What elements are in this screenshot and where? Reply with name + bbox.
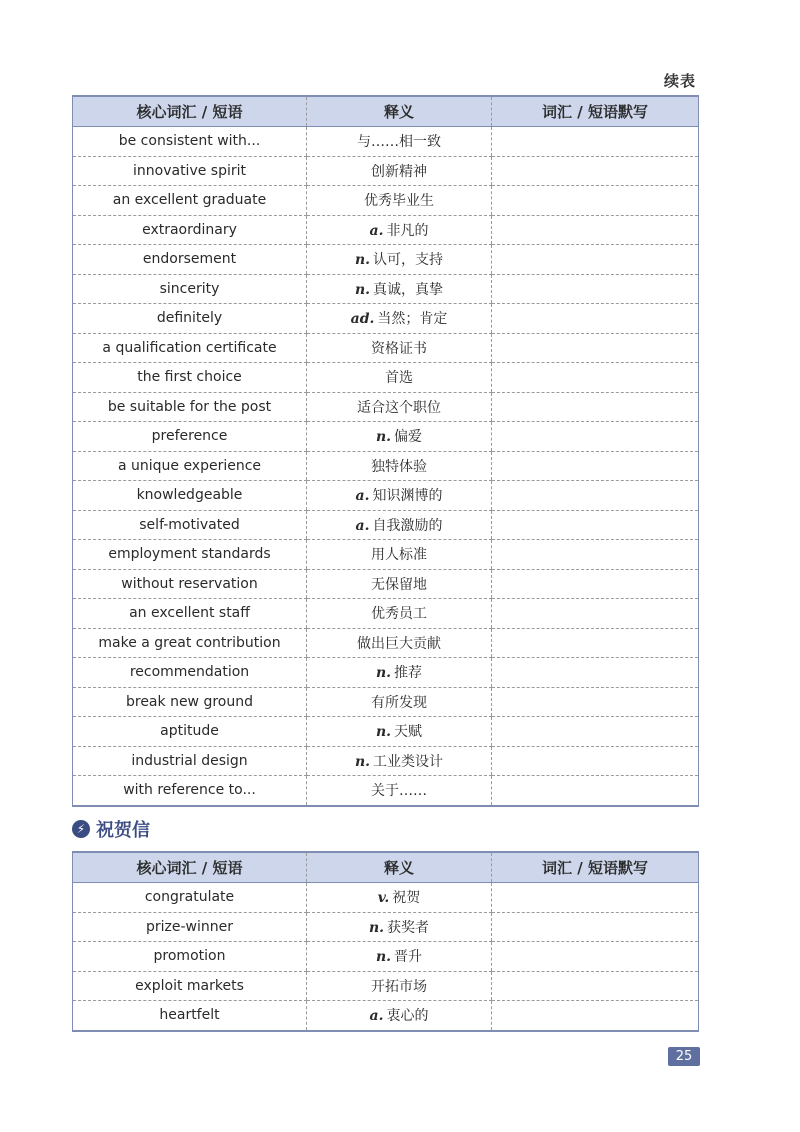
dictation-cell[interactable] <box>492 481 699 511</box>
meaning-text: 开拓市场 <box>371 978 427 995</box>
meaning-cell <box>307 392 492 422</box>
term-cell: recommendation <box>73 658 307 688</box>
meaning-cell <box>307 746 492 776</box>
table-row <box>73 363 699 393</box>
meaning-cell <box>307 628 492 658</box>
table-row <box>73 569 699 599</box>
dictation-cell[interactable] <box>492 971 699 1001</box>
term-cell: be suitable for the post <box>73 392 307 422</box>
part-of-speech: ad. <box>350 311 375 328</box>
table-header-row <box>73 96 699 127</box>
table-row <box>73 156 699 186</box>
table-row <box>73 599 699 629</box>
table-row <box>73 510 699 540</box>
term-cell: promotion <box>73 942 307 972</box>
table-row <box>73 274 699 304</box>
vocabulary-table-2 <box>72 851 699 1032</box>
table-row <box>73 942 699 972</box>
dictation-cell[interactable] <box>492 156 699 186</box>
meaning-text: 有所发现 <box>371 694 427 711</box>
meaning-cell <box>307 481 492 511</box>
dictation-cell[interactable] <box>492 912 699 942</box>
dictation-cell[interactable] <box>492 540 699 570</box>
dictation-cell[interactable] <box>492 776 699 806</box>
table-row <box>73 717 699 747</box>
part-of-speech: a. <box>369 222 384 239</box>
meaning-text: 认可，支持 <box>373 252 444 269</box>
table-row <box>73 215 699 245</box>
dictation-cell[interactable] <box>492 510 699 540</box>
meaning-cell <box>307 883 492 913</box>
part-of-speech: n. <box>354 252 371 269</box>
term-cell: knowledgeable <box>73 481 307 511</box>
meaning-text: 独特体验 <box>371 458 427 475</box>
table-row <box>73 127 699 157</box>
table-row <box>73 245 699 275</box>
meaning-cell <box>307 215 492 245</box>
meaning-cell <box>307 687 492 717</box>
meaning-cell <box>307 540 492 570</box>
section-title: 祝贺信 <box>96 820 150 841</box>
part-of-speech: n. <box>375 724 392 741</box>
meaning-text: 关于…… <box>371 783 427 800</box>
meaning-cell <box>307 186 492 216</box>
table-row <box>73 912 699 942</box>
table-row <box>73 481 699 511</box>
meaning-text: 无保留地 <box>371 576 427 593</box>
table-row <box>73 687 699 717</box>
term-cell: endorsement <box>73 245 307 275</box>
dictation-cell[interactable] <box>492 422 699 452</box>
meaning-text: 自我激励的 <box>372 517 443 534</box>
meaning-text: 当然；肯定 <box>377 311 448 328</box>
part-of-speech: n. <box>375 665 392 682</box>
term-cell: sincerity <box>73 274 307 304</box>
dictation-cell[interactable] <box>492 658 699 688</box>
dictation-cell[interactable] <box>492 687 699 717</box>
meaning-cell <box>307 599 492 629</box>
table-row <box>73 333 699 363</box>
meaning-cell <box>307 658 492 688</box>
term-cell: prize-winner <box>73 912 307 942</box>
meaning-text: 资格证书 <box>371 340 427 357</box>
part-of-speech: n. <box>375 949 392 966</box>
meaning-cell <box>307 304 492 334</box>
table-row <box>73 746 699 776</box>
column-header-dictation: 词汇 / 短语默写 <box>492 96 699 127</box>
term-cell: innovative spirit <box>73 156 307 186</box>
column-header-meaning: 释义 <box>307 852 492 883</box>
dictation-cell[interactable] <box>492 245 699 275</box>
term-cell: congratulate <box>73 883 307 913</box>
meaning-text: 晋升 <box>394 949 423 966</box>
meaning-text: 用人标准 <box>371 547 427 564</box>
table-row <box>73 422 699 452</box>
column-header-term: 核心词汇 / 短语 <box>73 96 307 127</box>
lightning-icon: ⚡ <box>72 820 90 838</box>
section-heading-congratulation-letter <box>72 816 150 842</box>
part-of-speech: n. <box>375 429 392 446</box>
dictation-cell[interactable] <box>492 333 699 363</box>
dictation-cell[interactable] <box>492 942 699 972</box>
part-of-speech: n. <box>354 281 371 298</box>
meaning-text: 首选 <box>385 370 413 387</box>
meaning-text: 祝贺 <box>392 890 421 907</box>
column-header-term: 核心词汇 / 短语 <box>73 852 307 883</box>
meaning-text: 获奖者 <box>387 919 430 936</box>
table-row <box>73 658 699 688</box>
table-row <box>73 304 699 334</box>
meaning-cell <box>307 451 492 481</box>
meaning-cell <box>307 156 492 186</box>
meaning-text: 天赋 <box>394 724 423 741</box>
meaning-text: 优秀员工 <box>371 606 427 623</box>
meaning-cell <box>307 127 492 157</box>
meaning-text: 知识渊博的 <box>372 488 443 505</box>
meaning-cell <box>307 274 492 304</box>
term-cell: self-motivated <box>73 510 307 540</box>
meaning-text: 偏爱 <box>394 429 423 446</box>
meaning-cell <box>307 245 492 275</box>
part-of-speech: a. <box>355 517 370 534</box>
table-row <box>73 186 699 216</box>
meaning-text: 做出巨大贡献 <box>357 635 441 652</box>
dictation-cell[interactable] <box>492 186 699 216</box>
meaning-text: 衷心的 <box>386 1008 429 1025</box>
term-cell: employment standards <box>73 540 307 570</box>
table-row <box>73 776 699 806</box>
term-cell: a qualification certificate <box>73 333 307 363</box>
table-row <box>73 451 699 481</box>
meaning-cell <box>307 422 492 452</box>
dictation-cell[interactable] <box>492 274 699 304</box>
dictation-cell[interactable] <box>492 215 699 245</box>
meaning-cell <box>307 569 492 599</box>
part-of-speech: n. <box>368 919 385 936</box>
term-cell: industrial design <box>73 746 307 776</box>
dictation-cell[interactable] <box>492 717 699 747</box>
meaning-cell <box>307 333 492 363</box>
page-number-badge: 25 <box>668 1047 700 1066</box>
meaning-cell <box>307 971 492 1001</box>
meaning-text: 适合这个职位 <box>357 399 441 416</box>
term-cell: an excellent staff <box>73 599 307 629</box>
meaning-text: 非凡的 <box>386 222 429 239</box>
dictation-cell[interactable] <box>492 883 699 913</box>
dictation-cell[interactable] <box>492 363 699 393</box>
term-cell: an excellent graduate <box>73 186 307 216</box>
term-cell: break new ground <box>73 687 307 717</box>
table-row <box>73 540 699 570</box>
term-cell: be consistent with... <box>73 127 307 157</box>
table-row <box>73 971 699 1001</box>
term-cell: heartfelt <box>73 1001 307 1031</box>
table-header-row <box>73 852 699 883</box>
vocabulary-table-1 <box>72 95 699 807</box>
table-row <box>73 628 699 658</box>
dictation-cell[interactable] <box>492 392 699 422</box>
part-of-speech: n. <box>354 753 371 770</box>
column-header-meaning: 释义 <box>307 96 492 127</box>
meaning-text: 工业类设计 <box>373 753 444 770</box>
meaning-cell <box>307 510 492 540</box>
term-cell: exploit markets <box>73 971 307 1001</box>
table-row <box>73 392 699 422</box>
term-cell: with reference to... <box>73 776 307 806</box>
meaning-cell <box>307 717 492 747</box>
meaning-text: 推荐 <box>394 665 423 682</box>
meaning-cell <box>307 776 492 806</box>
term-cell: extraordinary <box>73 215 307 245</box>
meaning-text: 创新精神 <box>371 163 427 180</box>
part-of-speech: a. <box>369 1008 384 1025</box>
part-of-speech: a. <box>355 488 370 505</box>
dictation-cell[interactable] <box>492 451 699 481</box>
term-cell: without reservation <box>73 569 307 599</box>
meaning-text: 与……相一致 <box>357 134 441 151</box>
term-cell: aptitude <box>73 717 307 747</box>
meaning-text: 真诚，真挚 <box>373 281 444 298</box>
column-header-dictation: 词汇 / 短语默写 <box>492 852 699 883</box>
meaning-cell <box>307 1001 492 1031</box>
term-cell: the first choice <box>73 363 307 393</box>
table-row <box>73 883 699 913</box>
dictation-cell[interactable] <box>492 1001 699 1031</box>
meaning-cell <box>307 363 492 393</box>
term-cell: definitely <box>73 304 307 334</box>
dictation-cell[interactable] <box>492 628 699 658</box>
dictation-cell[interactable] <box>492 569 699 599</box>
dictation-cell[interactable] <box>492 127 699 157</box>
dictation-cell[interactable] <box>492 304 699 334</box>
table-row <box>73 1001 699 1031</box>
meaning-cell <box>307 942 492 972</box>
term-cell: preference <box>73 422 307 452</box>
meaning-cell <box>307 912 492 942</box>
meaning-text: 优秀毕业生 <box>364 193 434 210</box>
term-cell: make a great contribution <box>73 628 307 658</box>
dictation-cell[interactable] <box>492 746 699 776</box>
part-of-speech: v. <box>377 890 390 907</box>
dictation-cell[interactable] <box>492 599 699 629</box>
continued-table-label: 续表 <box>663 72 696 90</box>
term-cell: a unique experience <box>73 451 307 481</box>
